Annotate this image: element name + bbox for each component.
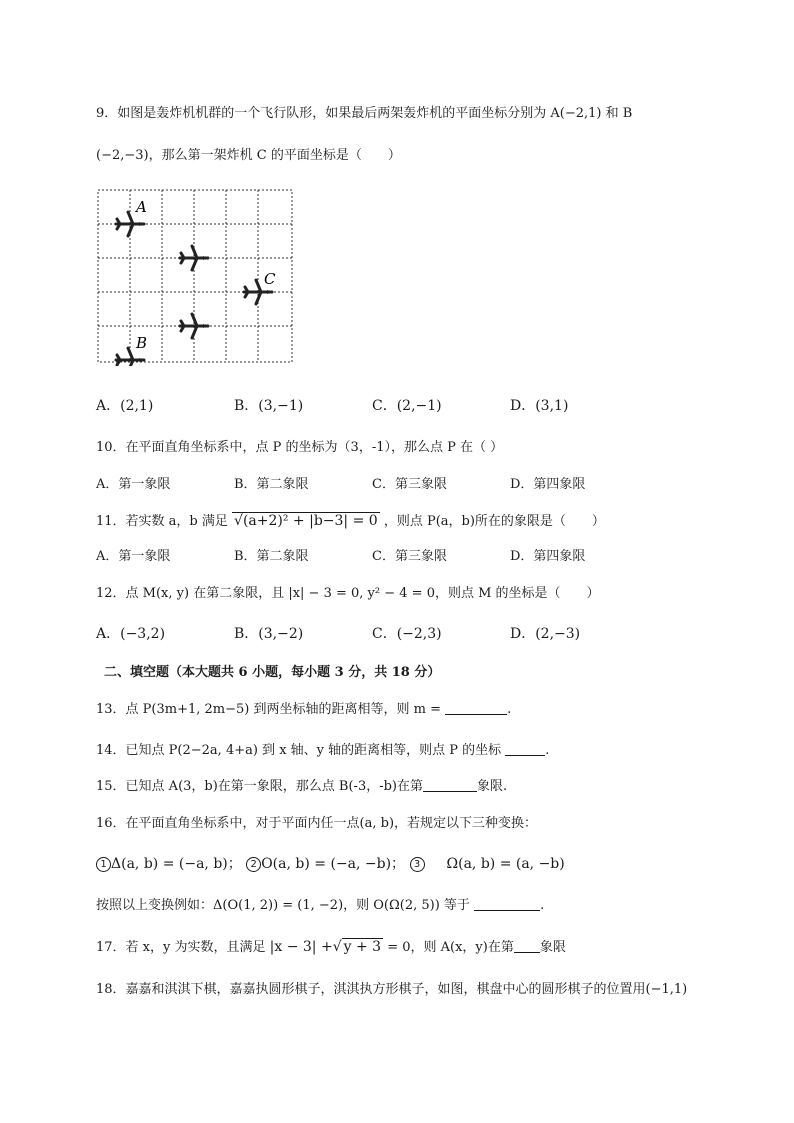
q17-answer-blank[interactable] bbox=[514, 938, 540, 953]
q15 bbox=[96, 777, 507, 797]
q13-tail: . bbox=[507, 702, 512, 717]
q11-option-d[interactable]: D．第四象限 bbox=[510, 549, 586, 564]
q17-mid: = 0，则 A(x，y)在第 bbox=[387, 940, 514, 955]
q11-option-a[interactable]: A．第一象限 bbox=[96, 549, 171, 564]
section-title: 二、填空题（本大题共 6 小题，每小题 3 分，共 18 分） bbox=[104, 665, 441, 680]
circle-1-icon: 1 bbox=[96, 857, 111, 872]
circle-3-icon: 3 bbox=[410, 857, 425, 872]
q15-stem: 15．已知点 A(3，b)在第一象限，那么点 B(-3，-b)在第 bbox=[96, 779, 424, 794]
q11-stem-pre: 11．若实数 a，b 满足 bbox=[96, 514, 228, 529]
q12-option-b[interactable]: B．(3,−2) bbox=[234, 626, 304, 642]
label-a: A bbox=[136, 198, 147, 216]
q11-option-b[interactable]: B．第二象限 bbox=[234, 549, 309, 564]
q11-stem bbox=[96, 511, 605, 532]
q16-rule1: Δ(a, b) = (−a, b)； bbox=[111, 856, 242, 872]
q11-stem-post: ，则点 P(a，b)所在的象限是（ ） bbox=[383, 514, 605, 529]
q13 bbox=[96, 700, 511, 720]
q17-formula-sqrt: y + 3 bbox=[343, 939, 382, 955]
q17-tail: 象限 bbox=[539, 940, 566, 955]
q14-tail: . bbox=[545, 743, 550, 758]
q17-formula-abs: |x − 3| + bbox=[269, 939, 333, 955]
q12-options bbox=[96, 624, 696, 644]
q14 bbox=[96, 741, 549, 761]
q10-option-c[interactable]: C．第三象限 bbox=[372, 477, 447, 492]
q11-formula: √(a+2)² + |b−3| = 0 bbox=[234, 513, 378, 529]
q14-answer-blank[interactable] bbox=[505, 741, 545, 756]
q9-options bbox=[96, 396, 696, 416]
q10-option-a[interactable]: A．第一象限 bbox=[96, 477, 171, 492]
q16-tail: . bbox=[540, 898, 545, 913]
q11-option-c[interactable]: C．第三象限 bbox=[372, 549, 447, 564]
q16-example-text: 按照以上变换例如：Δ(O(1, 2)) = (1, −2)，则 O(Ω(2, 5)) 等于 bbox=[96, 898, 470, 913]
q9-stem-line1: 9．如图是轰炸机机群的一个飞行队形，如果最后两架轰炸机的平面坐标分别为 A(−2,1) 和 B bbox=[96, 106, 633, 121]
q16-rules bbox=[96, 854, 565, 874]
q14-stem: 14．已知点 P(2−2a, 4+a) 到 x 轴、y 轴的距离相等，则点 P 的坐标 bbox=[96, 743, 502, 758]
q16-rule2: O(a, b) = (−a, −b)； bbox=[261, 856, 406, 872]
q9-plane-grid-figure bbox=[96, 188, 296, 366]
q16-rule3: Ω(a, b) = (a, −b) bbox=[446, 856, 565, 872]
label-c: C bbox=[264, 270, 276, 288]
q16-example bbox=[96, 896, 544, 916]
q12-option-d[interactable]: D．(2,−3) bbox=[510, 626, 581, 642]
q12-stem: 12．点 M(x, y) 在第二象限，且 |x| − 3 = 0, y² − 4 = 0，则点 M 的坐标是（ ） bbox=[96, 586, 600, 601]
grid-lines bbox=[98, 190, 292, 362]
q12-option-a[interactable]: A．(−3,2) bbox=[96, 626, 166, 642]
q11-options bbox=[96, 547, 696, 567]
label-b: B bbox=[136, 334, 148, 352]
q10-options bbox=[96, 475, 696, 495]
q13-answer-blank[interactable] bbox=[445, 700, 507, 715]
q10-option-d[interactable]: D．第四象限 bbox=[510, 477, 586, 492]
q13-stem: 13．点 P(3m+1, 2m−5) 到两坐标轴的距离相等，则 m = bbox=[96, 702, 441, 717]
q12-option-c[interactable]: C．(−2,3) bbox=[372, 626, 442, 642]
q9-option-c[interactable]: C．(2,−1) bbox=[372, 398, 442, 414]
q18-stem: 18．嘉嘉和淇淇下棋，嘉嘉执圆形棋子，淇淇执方形棋子，如图，棋盘中心的圆形棋子的位置用(−1,1) bbox=[96, 982, 688, 997]
q9-option-b[interactable]: B．(3,−1) bbox=[234, 398, 304, 414]
q15-tail: 象限. bbox=[477, 779, 508, 794]
q16-answer-blank[interactable] bbox=[474, 896, 540, 911]
q9-option-a[interactable]: A．(2,1) bbox=[96, 398, 154, 414]
q16-stem: 16．在平面直角坐标系中，对于平面内任一点(a, b)，若规定以下三种变换： bbox=[96, 816, 538, 831]
q17-pre: 17．若 x，y 为实数，且满足 bbox=[96, 940, 266, 955]
q10-option-b[interactable]: B．第二象限 bbox=[234, 477, 309, 492]
circle-2-icon: 2 bbox=[246, 857, 261, 872]
q9-stem-line2: (−2,−3)，那么第一架炸机 C 的平面坐标是（ ） bbox=[96, 148, 401, 163]
q17: 17．若 x，y 为实数，且满足 |x − 3| +√ y + 3 = 0，则 A(x，y)在第 象限 bbox=[96, 939, 566, 955]
plane-icon bbox=[180, 314, 208, 338]
q9-option-d[interactable]: D．(3,1) bbox=[510, 398, 569, 414]
plane-icon bbox=[180, 246, 208, 270]
q10-stem: 10．在平面直角坐标系中，点 P 的坐标为（3，-1），那么点 P 在（ ） bbox=[96, 440, 504, 455]
q15-answer-blank[interactable] bbox=[423, 777, 477, 792]
